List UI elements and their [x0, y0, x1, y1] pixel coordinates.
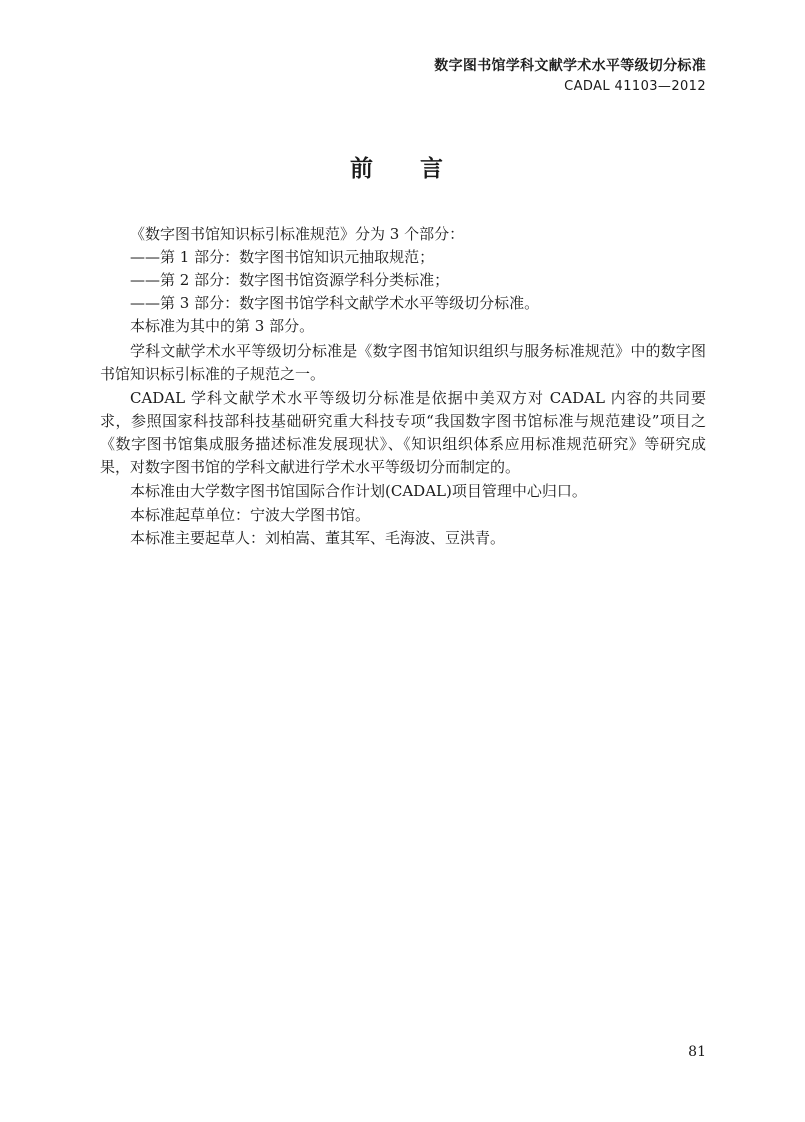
body-line: ——第 1 部分：数字图书馆知识元抽取规范；	[130, 248, 435, 266]
body-line: 本标准为其中的第 3 部分。	[130, 317, 315, 335]
page-number: 81	[688, 1044, 706, 1060]
body-line: 《数字图书馆知识标引标准规范》分为 3 个部分：	[130, 225, 465, 243]
body-line: ——第 3 部分：数字图书馆学科文献学术水平等级切分标准。	[130, 294, 540, 312]
body-line: 学科文献学术水平等级切分标准是《数字图书馆知识组织与服务标准规范》中的数字图	[130, 342, 706, 360]
running-header-title: 数字图书馆学科文献学术水平等级切分标准	[434, 58, 706, 74]
body-line: CADAL 学科文献学术水平等级切分标准是依据中美双方对 CADAL 内容的共同要	[130, 389, 706, 407]
body-line: 本标准由大学数字图书馆国际合作计划(CADAL)项目管理中心归口。	[130, 482, 587, 500]
body-line: 《数字图书馆集成服务描述标准发展现状》、《知识组织体系应用标准规范研究》等研究成	[100, 435, 706, 453]
body-line: 求，参照国家科技部科技基础研究重大科技专项“我国数字图书馆标准与规范建设”项目之	[100, 412, 706, 430]
body-line: ——第 2 部分：数字图书馆资源学科分类标准；	[130, 271, 450, 289]
body-line: 本标准起草单位：宁波大学图书馆。	[130, 506, 371, 524]
body-line: 本标准主要起草人：刘柏嵩、董其军、毛海波、豆洪青。	[130, 529, 506, 547]
body-line: 果，对数字图书馆的学科文献进行学术水平等级切分而制定的。	[100, 458, 521, 476]
body-line: 书馆知识标引标准的子规范之一。	[100, 365, 326, 383]
page-title: 前 言	[350, 156, 455, 182]
standard-code: CADAL 41103—2012	[564, 79, 706, 94]
